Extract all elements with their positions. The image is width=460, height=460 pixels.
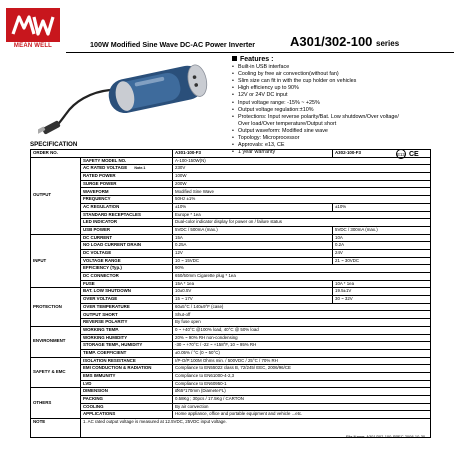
title-bar [66, 34, 454, 50]
row-label: FUSE [81, 280, 173, 288]
row-value: 30 ~ 32V [333, 296, 431, 304]
row-label: DC CONNECTOR [81, 273, 173, 281]
row-label: APPLICATIONS [81, 411, 173, 419]
row-value: A-100-150W(N) [173, 157, 431, 165]
row-value: 0.25A [173, 242, 333, 250]
row-value: Ø65*170mm (Diameter*L) [173, 388, 431, 396]
row-label: PACKING [81, 396, 173, 404]
row-value: I/P-O/P:100M Ohms min. / 500VDC / 25°C / 70% RH [173, 357, 431, 365]
group-others: OTHERS [31, 388, 81, 419]
row-label: DIMENSION [81, 388, 173, 396]
row-value: 100W [173, 173, 431, 181]
row-value: Compliance to EN60950-1 [173, 380, 431, 388]
row-value: 60±5°C / 140±9°F (case) [173, 303, 431, 311]
row-label: SAFETY MODEL NO. [81, 157, 173, 165]
row-value: 15A * 1ea [173, 280, 333, 288]
row-value: 12V [173, 249, 333, 257]
table-row [31, 365, 431, 373]
feature-item: • Input voltage range: -15% ~ +25% [232, 99, 320, 106]
table-header-row [31, 150, 431, 158]
table-row [31, 234, 431, 242]
table-row [31, 196, 431, 204]
row-label: EMI CONDUCTION & RADIATION [81, 365, 173, 373]
table-row [31, 180, 431, 188]
row-label: EFFICIENCY (Typ.) [81, 265, 173, 273]
feature-item: • 12V or 24V DC input [232, 92, 288, 99]
row-value: 50Hz ±1% [173, 196, 431, 204]
table-row [31, 303, 431, 311]
row-value: 230V [173, 165, 431, 173]
square-bullet-icon [232, 56, 237, 61]
model-suffix: series [376, 39, 400, 48]
model-number: A301/302-100 [290, 34, 373, 49]
feature-item: • Topology: Microprocessor [232, 135, 300, 142]
row-label: LVD [81, 380, 173, 388]
table-row [31, 403, 431, 411]
row-value: Modified Sine Wave [173, 188, 431, 196]
row-label: OUTPUT SHORT [81, 311, 173, 319]
group-environment: ENVIRONMENT [31, 326, 81, 357]
inverter-image [38, 56, 216, 138]
table-row [31, 411, 431, 419]
table-row [31, 372, 431, 380]
row-value: Compliance to EN55022 class B, 72/245/ EEC, 2006/96/CE [173, 365, 431, 373]
table-row [31, 265, 431, 273]
table-row [31, 380, 431, 388]
row-label: WORKING HUMIDITY [81, 334, 173, 342]
table-row [31, 357, 431, 365]
row-value: 24V [333, 249, 431, 257]
row-value: 10A * 1ea [333, 280, 431, 288]
brand-name: MEAN WELL [13, 43, 53, 49]
row-label: SURGE POWER [81, 180, 173, 188]
header-divider [66, 52, 454, 53]
row-label: DC VOLTAGE [81, 249, 173, 257]
feature-item: • Protections: Input reverse polarity/Bat. Low shutdown/Over voltage/ [232, 113, 399, 120]
table-row [31, 242, 431, 250]
table-row [31, 226, 431, 234]
product-photo [38, 56, 216, 138]
features-list [232, 56, 454, 156]
group-output: OUTPUT [31, 157, 81, 234]
note-ref: Note.1 [134, 166, 146, 171]
group-protection: PROTECTION [31, 288, 81, 326]
row-label: OVER VOLTAGE [81, 296, 173, 304]
table-row [31, 311, 431, 319]
ce-mark: CE [409, 150, 419, 158]
features-title [232, 56, 454, 63]
feature-item: • High efficiency up to 90% [232, 85, 299, 92]
table-row [31, 157, 431, 165]
brand-logo [6, 8, 60, 56]
feature-item: • Output voltage regulation:±10% [232, 106, 314, 113]
product-description: 100W Modified Sine Wave DC-AC Power Inverter [90, 40, 256, 49]
row-label: FREQUENCY [81, 196, 173, 204]
table-row [31, 211, 431, 219]
table-row [31, 280, 431, 288]
row-value: 200W [173, 180, 431, 188]
table-row [31, 273, 431, 281]
row-label: OVER TEMPERATURE [81, 303, 173, 311]
row-value: 15 ~ 17V [173, 296, 333, 304]
row-label: AC RATED VOLTAGE Note.1 [81, 165, 173, 173]
row-value: 10A [333, 234, 431, 242]
table-row [31, 288, 431, 296]
table-row [31, 219, 431, 227]
table-row [31, 396, 431, 404]
row-value: 21 ~ 30VDC [333, 257, 431, 265]
table-row [31, 342, 431, 350]
row-value: 20% ~ 90% RH non-condensing [173, 334, 431, 342]
row-value: 5VDC / 300mA (max.) [333, 226, 431, 234]
table-row [31, 203, 431, 211]
row-label: EMS IMMUNITY [81, 372, 173, 380]
group-note: NOTE [31, 419, 81, 438]
row-value: By fuse open [173, 319, 431, 327]
mw-logo-mark [10, 12, 56, 38]
row-label: COOLING [81, 403, 173, 411]
row-value: 0 ~ +40°C @100% load, 40°C @ 50% load [173, 326, 431, 334]
row-value: ±10% [333, 203, 431, 211]
row-label: STANDARD RECEPTACLES [81, 211, 173, 219]
model-title [290, 34, 399, 49]
file-name: File Name: A301/302-100-SPEC 2008-10-30 [346, 434, 426, 439]
row-label: LED INDICATOR [81, 219, 173, 227]
row-value: 90% [173, 265, 431, 273]
table-row [31, 296, 431, 304]
row-label: ISOLATION RESISTANCE [81, 357, 173, 365]
row-value: 19.5±1V [333, 288, 431, 296]
e13-mark: E13 [396, 149, 406, 159]
row-label: RATED POWER [81, 173, 173, 181]
group-safety: SAFETY & EMC [31, 357, 81, 388]
row-value: Home appliance, office and portable equipment and vehicle ...etc. [173, 411, 431, 419]
table-row [31, 165, 431, 173]
features-heading: Features : [240, 56, 274, 63]
row-label: VOLTAGE RANGE [81, 257, 173, 265]
table-row [31, 334, 431, 342]
feature-item: Over load/Over temperature/Output short [238, 120, 337, 127]
row-value: Dual-color indicator display for power on / failure status [173, 219, 431, 227]
row-value: ±10% [173, 203, 333, 211]
row-label: AC REGULATION [81, 203, 173, 211]
row-label: DC CURRENT [81, 234, 173, 242]
table-row [31, 388, 431, 396]
row-value: 10 ~ 15VDC [173, 257, 333, 265]
feature-item: • Slim size can fit in with the cup holder on vehicles [232, 78, 357, 85]
table-row [31, 349, 431, 357]
row-value: Compliance to EN61000-4-2,3 [173, 372, 431, 380]
table-row [31, 249, 431, 257]
row-value: 15A [173, 234, 333, 242]
row-label: REVERSE POLARITY [81, 319, 173, 327]
row-label: USB POWER [81, 226, 173, 234]
row-value: 10±0.5V [173, 288, 333, 296]
row-label: WORKING TEMP. [81, 326, 173, 334]
feature-item: • Output waveform: Modified sine wave [232, 127, 328, 134]
feature-item: • Cooling by free air convection(without fan) [232, 71, 339, 78]
row-value: 0.2A [333, 242, 431, 250]
table-row [31, 188, 431, 196]
feature-item: • Approvals: e13, CE [232, 142, 285, 149]
table-row [31, 326, 431, 334]
row-label: STORAGE TEMP., HUMIDITY [81, 342, 173, 350]
note-text: 1. AC rated output voltage is measured at 12.5VDC, 25VDC input voltage. [81, 419, 431, 438]
table-row [31, 257, 431, 265]
row-value: 5VDC / 500mA (max.) [173, 226, 333, 234]
order-no-label: ORDER NO. [31, 150, 173, 158]
spec-title: SPECIFICATION [30, 141, 78, 148]
row-value: -30 ~ +70°C / -22 ~ +158°F, 10 ~ 95% RH [173, 342, 431, 350]
row-label: TEMP. COEFFICIENT [81, 349, 173, 357]
row-value: 0.58Kg ; 30pcs / 17.5Kg / CARTON [173, 396, 431, 404]
feature-item: • 1 year warranty [232, 149, 276, 156]
spec-table [30, 149, 431, 438]
row-value: Shut-off [173, 311, 431, 319]
row-label: BAT. LOW SHUTDOWN [81, 288, 173, 296]
mw-logo-icon [6, 8, 60, 42]
row-label: NO LOAD CURRENT DRAIN [81, 242, 173, 250]
col1-header: A301-100-F3 [173, 150, 333, 158]
col2-header: A302-100-F3 [333, 150, 431, 158]
row-label: WAVEFORM [81, 188, 173, 196]
table-row [31, 319, 431, 327]
row-value: 650/50mm Cigarette plug * 1ea [173, 273, 431, 281]
row-value: Europe * 1ea [173, 211, 431, 219]
group-input: INPUT [31, 234, 81, 288]
row-value: ±0.05% / °C (0 ~ 50°C) [173, 349, 431, 357]
table-row [31, 173, 431, 181]
row-value: By air convection [173, 403, 431, 411]
feature-item: • Built-in USB interface [232, 64, 290, 71]
